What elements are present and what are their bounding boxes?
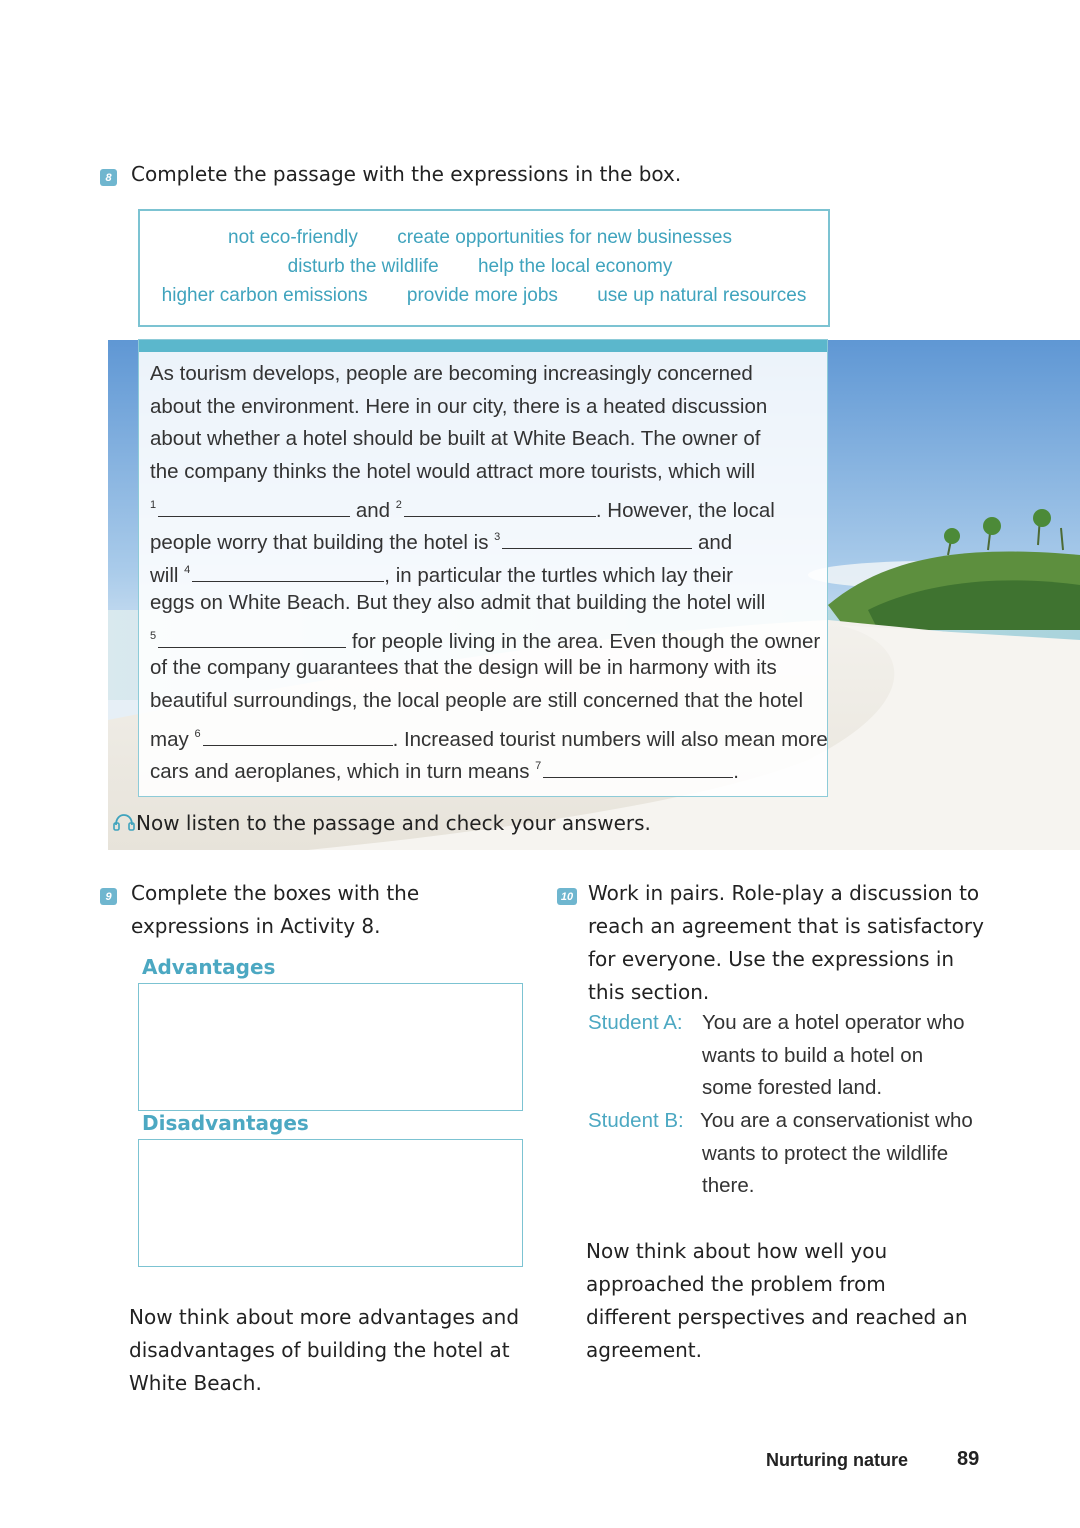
passage-line: eggs on White Beach. But they also admit that building the hotel will [150,590,766,614]
activity-9-followup [129,1301,519,1400]
followup-line: different perspectives and reached an [586,1305,968,1329]
passage-line: As tourism develops, people are becoming increasingly concerned [150,362,753,385]
passage-line: the company thinks the hotel would attract more tourists, which will [150,460,756,484]
blank-number: 1 [150,498,157,511]
expression-item: create opportunities for new businesses [397,227,732,248]
passage-word: for people living in the area. Even though the owner [351,629,821,653]
advantages-heading: Advantages [142,955,276,979]
page-number: 89 [957,1448,980,1470]
passage-word: , in particular the turtles which lay their [384,564,733,588]
followup-line: White Beach. [129,1371,262,1395]
blank-6[interactable] [203,725,393,746]
blank-1[interactable] [158,496,350,517]
blank-5[interactable] [158,627,346,648]
instruction-line: this section. [588,980,710,1004]
role-line: wants to protect the wildlife [702,1141,949,1165]
blank-number: 7 [535,760,542,773]
role-line: there. [702,1174,755,1198]
activity-10-instruction [588,877,984,1009]
passage-word: and [698,531,733,555]
followup-line: agreement. [586,1338,703,1362]
followup-line: disadvantages of building the hotel at [129,1338,510,1362]
expression-item: not eco-friendly [228,227,358,248]
blank-number: 5 [150,629,157,642]
expression-row-2 [136,256,824,278]
passage-word: . However, the local [595,498,775,522]
activity-10-followup [586,1235,968,1367]
passage-word: cars and aeroplanes, which in turn means [150,760,530,784]
blank-2[interactable] [404,496,596,517]
passage-text [150,358,828,784]
expression-item: disturb the wildlife [287,256,439,277]
activity-9-instruction [131,877,419,943]
disadvantages-box[interactable] [138,1139,523,1267]
passage-line: of the company guarantees that the design will be in harmony with its [150,656,777,680]
disadvantages-heading: Disadvantages [142,1111,309,1135]
passage-header-bar [139,340,827,352]
expression-item: help the local economy [477,256,673,277]
student-b-role [700,1105,973,1203]
student-a-role [702,1007,965,1105]
instruction-line: Complete the boxes with the [131,881,420,905]
activity-8-badge: 8 [100,169,117,186]
passage-line [150,718,828,751]
blank-number: 4 [184,564,191,577]
listen-instruction [112,811,651,835]
passage-line [150,750,820,783]
instruction-line: expressions in Activity 8. [131,914,381,938]
blank-number: 6 [194,727,201,740]
passage-line [150,521,820,554]
blank-4[interactable] [192,561,384,582]
blank-7[interactable] [543,757,733,778]
role-line: wants to build a hotel on [702,1043,924,1067]
followup-line: approached the problem from [586,1272,886,1296]
passage-box [138,339,828,797]
passage-line: about the environment. Here in our city, there is a heated discussion [150,394,768,418]
student-a-label: Student A: [588,1011,683,1034]
activity-8-instruction: Complete the passage with the expressions in the box. [131,162,682,186]
instruction-line: reach an agreement that is satisfactory [588,914,984,938]
expression-row-3 [140,285,828,307]
followup-line: Now think about more advantages and [129,1305,520,1329]
expression-item: use up natural resources [597,285,807,306]
expression-item: provide more jobs [406,285,558,306]
blank-number: 2 [395,498,402,511]
passage-word: will [150,564,179,588]
blank-number: 3 [494,531,501,544]
passage-word: . [733,760,739,784]
passage-word: and [355,498,391,522]
expression-row-1 [136,227,824,249]
passage-word: may [150,727,189,751]
instruction-line: for everyone. Use the expressions in [588,947,955,971]
passage-word: . Increased tourist numbers will also mean more [392,727,828,751]
role-line: You are a hotel operator who [702,1011,965,1034]
passage-word: people worry that building the hotel is [150,531,489,555]
passage-line: about whether a hotel should be built at White Beach. The owner of [150,427,761,451]
instruction-line: Work in pairs. Role-play a discussion to [588,881,980,905]
footer-section-title: Nurturing nature [766,1450,908,1470]
activity-10-badge: 10 [557,888,577,905]
passage-line [150,620,820,653]
expression-item: higher carbon emissions [161,285,368,306]
expression-box [138,209,830,327]
passage-line [150,489,820,522]
role-line: some forested land. [702,1076,883,1100]
activity-9-badge: 9 [100,888,117,905]
followup-line: Now think about how well you [586,1239,888,1263]
headphones-icon [112,812,136,832]
blank-3[interactable] [502,528,692,549]
advantages-box[interactable] [138,983,523,1111]
passage-line [150,554,820,587]
listen-text: Now listen to the passage and check your answers. [136,811,651,835]
student-b-label: Student B: [588,1109,684,1132]
role-line: You are a conservationist who [700,1109,973,1132]
passage-line: beautiful surroundings, the local people are still concerned that the hotel [150,688,804,712]
